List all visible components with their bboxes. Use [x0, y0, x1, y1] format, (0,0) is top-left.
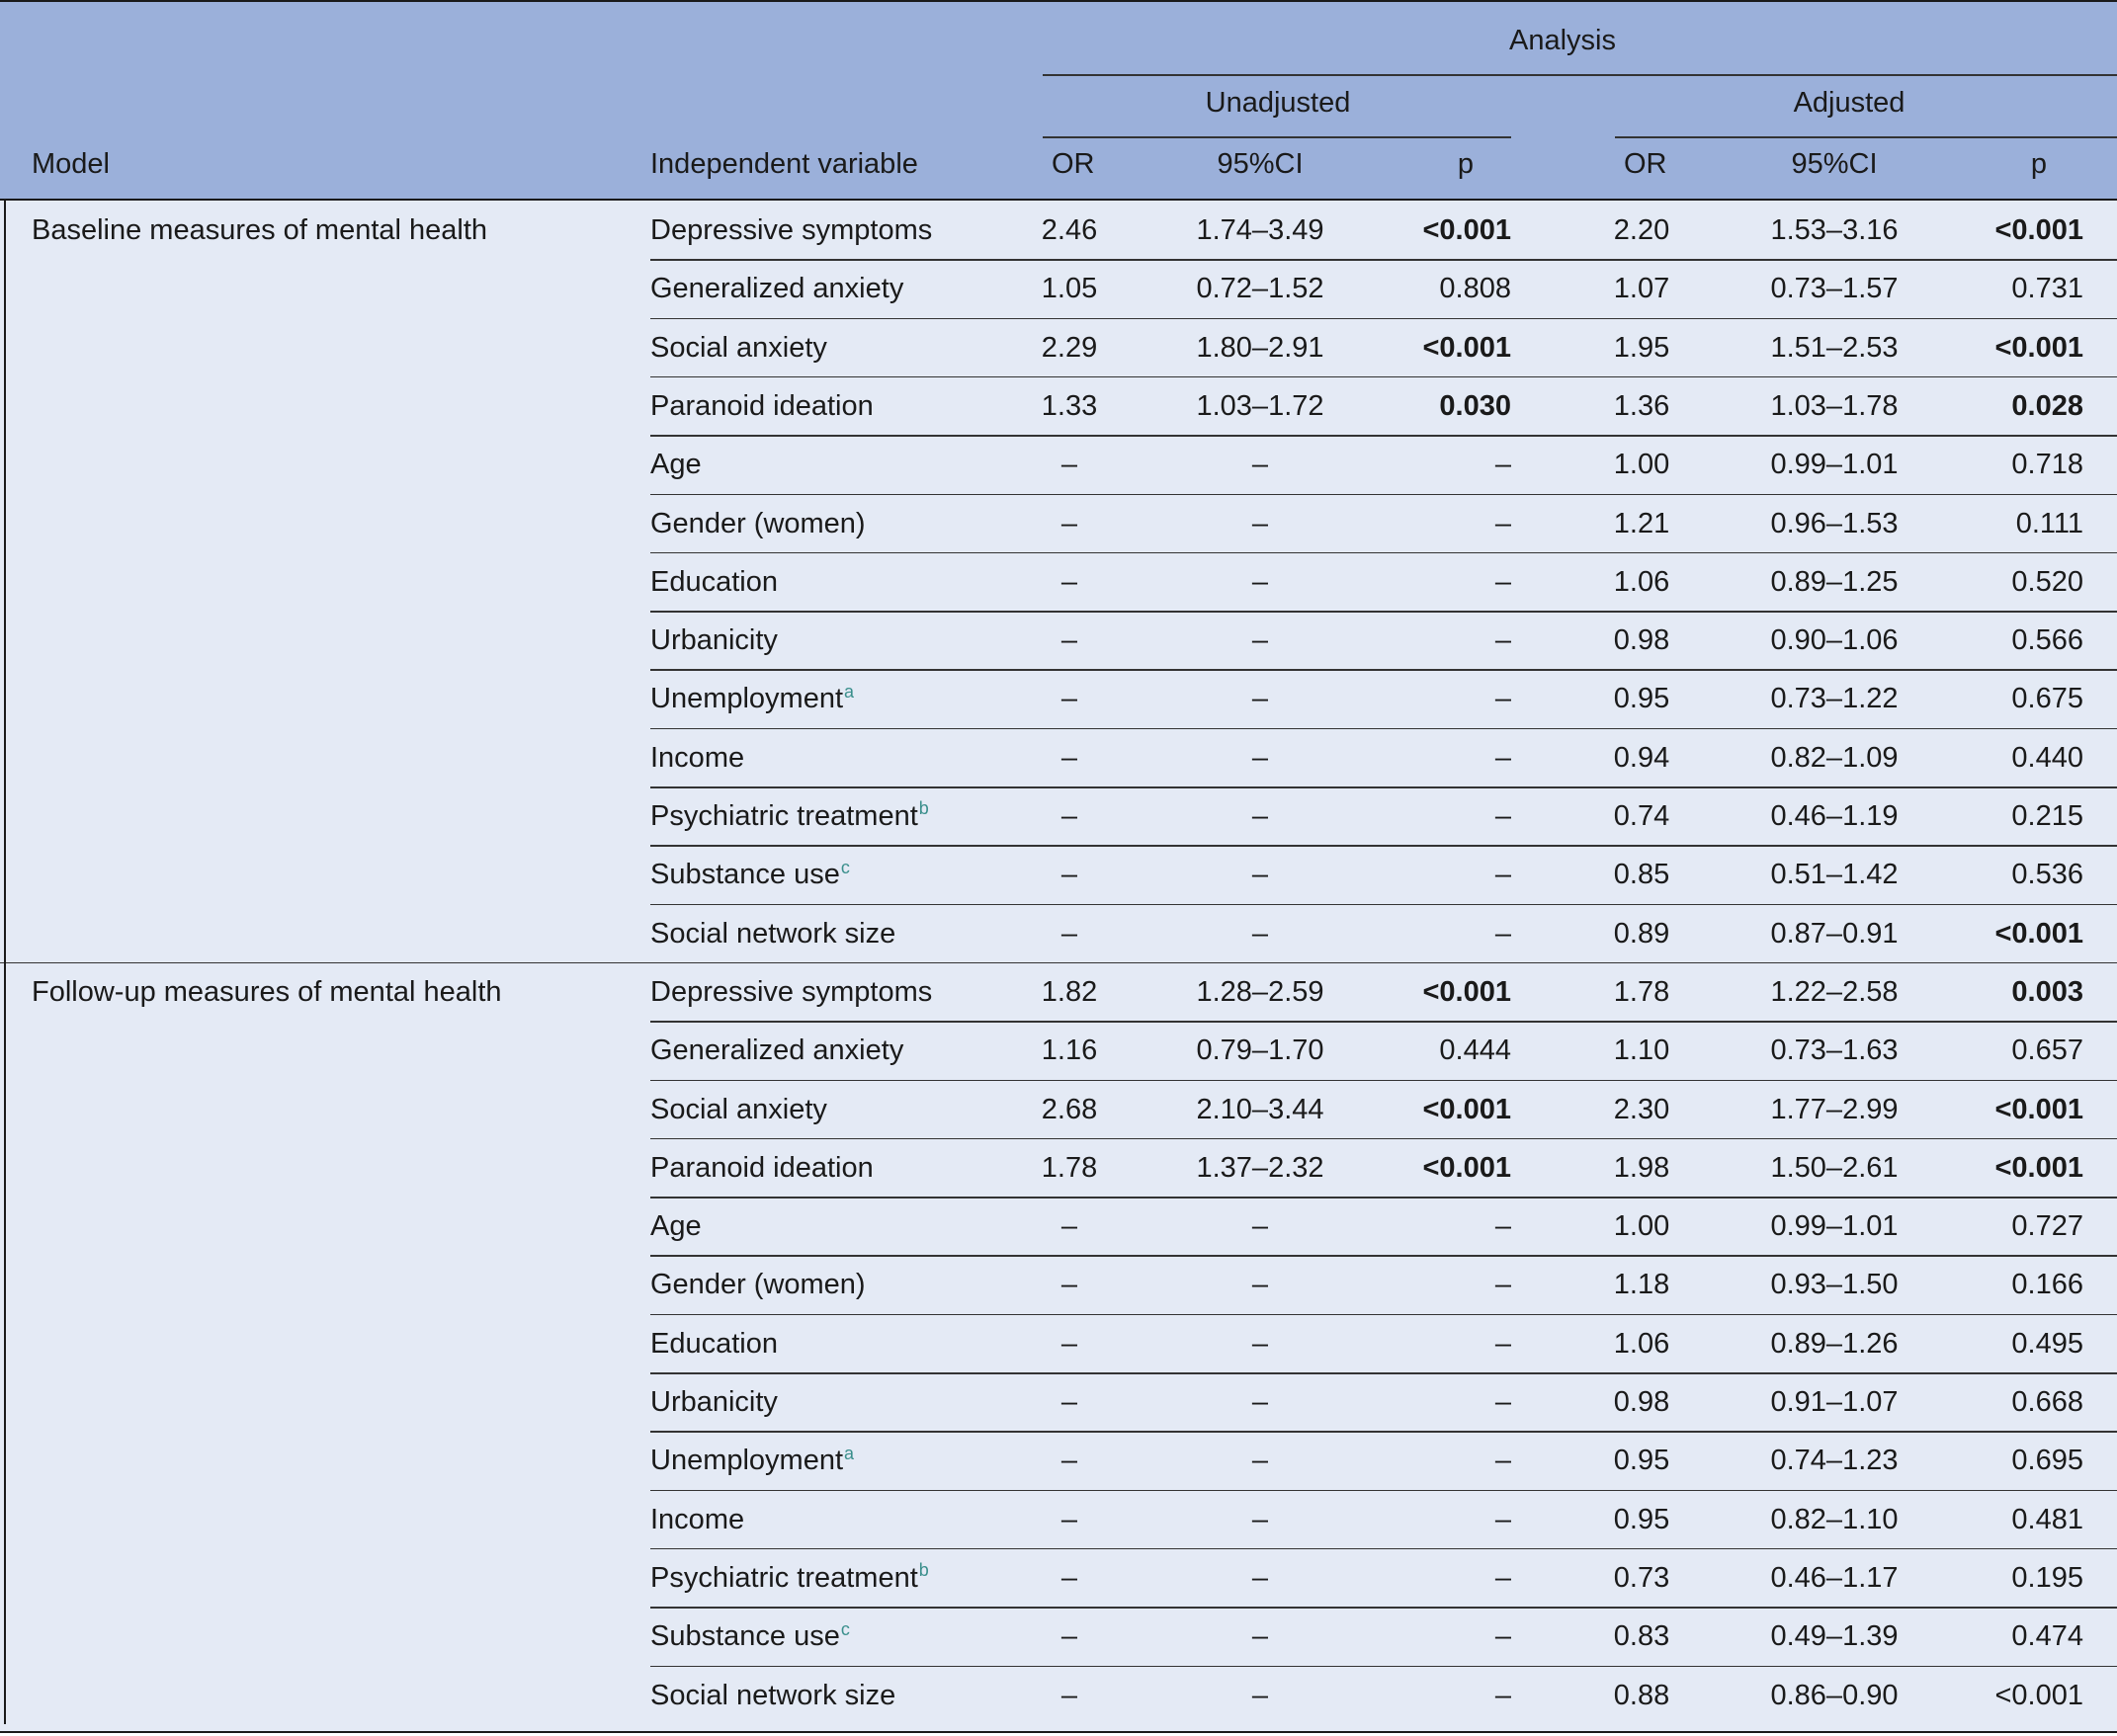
footnote-marker: b [918, 1560, 929, 1581]
row-divider [650, 1021, 2117, 1023]
unadjusted-or: – [1060, 683, 1078, 715]
row-divider [650, 786, 2117, 788]
adjusted-p: 0.668 [2011, 1386, 2083, 1418]
unadjusted-p: – [1494, 565, 1511, 598]
adjusted-ci: 0.89–1.26 [1770, 1327, 1899, 1360]
adjusted-ci: 0.74–1.23 [1770, 1445, 1899, 1477]
unadjusted-p: – [1494, 1386, 1511, 1418]
footnote-marker: b [918, 798, 929, 819]
unadjusted-or: – [1060, 1386, 1078, 1418]
unadjusted-ci: 1.03–1.72 [1196, 389, 1324, 422]
row-divider [650, 904, 2117, 906]
unadjusted-or: – [1060, 859, 1078, 891]
adjusted-p: 0.731 [2011, 273, 2083, 305]
unadjusted-or: – [1060, 1503, 1078, 1535]
adjusted-ci: 0.73–1.22 [1770, 683, 1899, 715]
row-divider [650, 494, 2117, 496]
adjusted-ci: 0.46–1.19 [1770, 800, 1899, 832]
row-divider [650, 1138, 2117, 1140]
adjusted-or: 2.20 [1613, 214, 1670, 246]
unadjusted-ci: – [1251, 449, 1269, 481]
adjusted-ci: 0.86–0.90 [1770, 1679, 1899, 1711]
unadjusted-ci: – [1251, 1386, 1269, 1418]
row-divider [650, 669, 2117, 671]
unadjusted-ci: – [1251, 1210, 1269, 1243]
adjusted-p: <0.001 [1994, 1093, 2083, 1125]
adjusted-ci: 0.99–1.01 [1770, 449, 1899, 481]
unadjusted-ci: – [1251, 1561, 1269, 1594]
unadjusted-or: – [1060, 800, 1078, 832]
unadjusted-p: <0.001 [1422, 975, 1511, 1008]
adjusted-or: 0.95 [1613, 1503, 1670, 1535]
adjusted-ci: 1.50–2.61 [1770, 1151, 1899, 1184]
adjusted-ci: 0.51–1.42 [1770, 859, 1899, 891]
footnote-marker: c [840, 857, 850, 877]
adjusted-or: 1.00 [1613, 1210, 1670, 1243]
unadjusted-p: – [1494, 1503, 1511, 1535]
unadjusted-underline [1043, 136, 1511, 138]
unadjusted-ci: – [1251, 859, 1269, 891]
adjusted-p: 0.566 [2011, 624, 2083, 657]
unadjusted-or: – [1060, 1679, 1078, 1711]
unadjusted-or: 2.29 [1041, 331, 1098, 364]
model-label: Baseline measures of mental health [32, 214, 488, 246]
variable-name: Urbanicity [650, 1386, 778, 1418]
adjusted-or: 0.98 [1613, 624, 1670, 657]
unadjusted-p: – [1494, 1445, 1511, 1477]
adjusted-or: 2.30 [1613, 1093, 1670, 1125]
adjusted-p: <0.001 [1994, 1679, 2083, 1711]
adjusted-ci: 0.90–1.06 [1770, 624, 1899, 657]
unadjusted-p: – [1494, 800, 1511, 832]
adjusted-ci: 0.73–1.63 [1770, 1034, 1899, 1067]
variable-name: Age [650, 1210, 702, 1243]
row-divider [650, 1314, 2117, 1316]
variable-name: Unemployment$^a$ [650, 1443, 855, 1477]
unadjusted-or: 1.78 [1041, 1151, 1098, 1184]
unadjusted-or: 2.46 [1041, 214, 1098, 246]
variable-name: Gender (women) [650, 1269, 866, 1301]
header-independent-variable: Independent variable [650, 148, 918, 180]
row-divider [650, 259, 2117, 261]
variable-name: Social anxiety [650, 331, 827, 364]
table-header [0, 0, 2117, 201]
unadjusted-ci: – [1251, 741, 1269, 774]
variable-name: Education [650, 565, 778, 598]
adjusted-p: 0.003 [2011, 975, 2083, 1008]
unadjusted-or: – [1060, 507, 1078, 539]
adjusted-p: 0.195 [2011, 1561, 2083, 1594]
unadjusted-p: – [1494, 1210, 1511, 1243]
variable-name: Income [650, 1503, 745, 1535]
row-divider [650, 435, 2117, 437]
unadjusted-ci: – [1251, 1269, 1269, 1301]
row-divider [650, 1372, 2117, 1374]
variable-name: Social network size [650, 917, 896, 950]
adjusted-or: 0.95 [1613, 1445, 1670, 1477]
unadjusted-or: – [1060, 1561, 1078, 1594]
unadjusted-ci: 1.80–2.91 [1196, 331, 1324, 364]
footnote-marker: c [840, 1618, 850, 1639]
unadjusted-p: 0.808 [1439, 273, 1511, 305]
unadjusted-or: – [1060, 624, 1078, 657]
adjusted-or: 1.78 [1613, 975, 1670, 1008]
unadjusted-ci: 0.79–1.70 [1196, 1034, 1324, 1067]
variable-name: Depressive symptoms [650, 214, 933, 246]
table-bottom-rule [0, 1731, 2117, 1733]
header-adjusted-p: p [2030, 148, 2048, 180]
row-divider [650, 1490, 2117, 1492]
adjusted-ci: 0.89–1.25 [1770, 565, 1899, 598]
adjusted-p: 0.536 [2011, 859, 2083, 891]
adjusted-ci: 1.53–3.16 [1770, 214, 1899, 246]
row-divider [650, 1197, 2117, 1199]
adjusted-or: 0.85 [1613, 859, 1670, 891]
unadjusted-ci: – [1251, 1327, 1269, 1360]
unadjusted-p: 0.030 [1439, 389, 1511, 422]
adjusted-or: 0.74 [1613, 800, 1670, 832]
variable-name: Substance use$^c$ [650, 857, 850, 891]
header-unadjusted-ci: 95%CI [1217, 148, 1304, 180]
adjusted-ci: 0.82–1.09 [1770, 741, 1899, 774]
variable-name: Substance use$^c$ [650, 1618, 850, 1653]
unadjusted-p: – [1494, 449, 1511, 481]
adjusted-p: 0.718 [2011, 449, 2083, 481]
row-divider [650, 552, 2117, 554]
unadjusted-or: – [1060, 917, 1078, 950]
unadjusted-or: – [1060, 565, 1078, 598]
unadjusted-p: – [1494, 624, 1511, 657]
adjusted-p: <0.001 [1994, 331, 2083, 364]
unadjusted-p: – [1494, 859, 1511, 891]
adjusted-ci: 1.51–2.53 [1770, 331, 1899, 364]
unadjusted-p: – [1494, 917, 1511, 950]
unadjusted-or: – [1060, 741, 1078, 774]
variable-name: Education [650, 1327, 778, 1360]
adjusted-or: 1.06 [1613, 565, 1670, 598]
unadjusted-ci: – [1251, 1503, 1269, 1535]
adjusted-or: 1.00 [1613, 449, 1670, 481]
variable-name: Generalized anxiety [650, 1034, 904, 1067]
header-adjusted-or: OR [1624, 148, 1667, 180]
header-adjusted: Adjusted [1793, 87, 1905, 119]
unadjusted-or: 2.68 [1041, 1093, 1098, 1125]
adjusted-or: 1.36 [1613, 389, 1670, 422]
variable-name: Urbanicity [650, 624, 778, 657]
unadjusted-ci: – [1251, 800, 1269, 832]
group-left-rule [4, 962, 6, 1724]
row-divider [650, 611, 2117, 613]
unadjusted-ci: 1.37–2.32 [1196, 1151, 1324, 1184]
row-divider [650, 1607, 2117, 1609]
analysis-underline [1043, 74, 2117, 76]
unadjusted-p: <0.001 [1422, 1093, 1511, 1125]
unadjusted-ci: – [1251, 1445, 1269, 1477]
unadjusted-ci: 2.10–3.44 [1196, 1093, 1324, 1125]
unadjusted-ci: 1.28–2.59 [1196, 975, 1324, 1008]
row-divider [650, 376, 2117, 378]
adjusted-p: <0.001 [1994, 1151, 2083, 1184]
header-unadjusted: Unadjusted [1205, 87, 1351, 119]
adjusted-or: 1.21 [1613, 507, 1670, 539]
adjusted-p: 0.695 [2011, 1445, 2083, 1477]
group-divider [0, 962, 2117, 964]
adjusted-or: 1.10 [1613, 1034, 1670, 1067]
variable-name: Paranoid ideation [650, 389, 874, 422]
group-left-rule [4, 201, 6, 962]
variable-name: Unemployment$^a$ [650, 681, 855, 715]
row-divider [650, 1080, 2117, 1082]
adjusted-p: 0.215 [2011, 800, 2083, 832]
unadjusted-or: – [1060, 1269, 1078, 1301]
unadjusted-p: – [1494, 1269, 1511, 1301]
adjusted-or: 1.06 [1613, 1327, 1670, 1360]
variable-name: Psychiatric treatment$^b$ [650, 1560, 929, 1594]
adjusted-or: 1.98 [1613, 1151, 1670, 1184]
variable-name: Psychiatric treatment$^b$ [650, 798, 929, 832]
unadjusted-ci: – [1251, 624, 1269, 657]
adjusted-underline [1615, 136, 2117, 138]
adjusted-p: 0.495 [2011, 1327, 2083, 1360]
unadjusted-ci: 1.74–3.49 [1196, 214, 1324, 246]
adjusted-p: 0.727 [2011, 1210, 2083, 1243]
model-label: Follow-up measures of mental health [32, 975, 502, 1008]
unadjusted-or: – [1060, 1327, 1078, 1360]
unadjusted-p: – [1494, 683, 1511, 715]
adjusted-ci: 0.91–1.07 [1770, 1386, 1899, 1418]
adjusted-or: 0.83 [1613, 1620, 1670, 1653]
unadjusted-p: – [1494, 741, 1511, 774]
adjusted-ci: 0.99–1.01 [1770, 1210, 1899, 1243]
adjusted-or: 0.89 [1613, 917, 1670, 950]
variable-name: Depressive symptoms [650, 975, 933, 1008]
adjusted-ci: 0.49–1.39 [1770, 1620, 1899, 1653]
unadjusted-or: – [1060, 449, 1078, 481]
adjusted-ci: 0.46–1.17 [1770, 1561, 1899, 1594]
unadjusted-p: – [1494, 1327, 1511, 1360]
unadjusted-or: – [1060, 1210, 1078, 1243]
adjusted-or: 0.98 [1613, 1386, 1670, 1418]
unadjusted-ci: 0.72–1.52 [1196, 273, 1324, 305]
variable-name: Age [650, 449, 702, 481]
unadjusted-or: – [1060, 1620, 1078, 1653]
unadjusted-p: – [1494, 1679, 1511, 1711]
adjusted-p: 0.028 [2011, 389, 2083, 422]
footnote-marker: a [844, 1443, 855, 1463]
row-divider [650, 1548, 2117, 1550]
header-analysis: Analysis [1509, 25, 1616, 56]
unadjusted-ci: – [1251, 565, 1269, 598]
adjusted-ci: 1.77–2.99 [1770, 1093, 1899, 1125]
variable-name: Paranoid ideation [650, 1151, 874, 1184]
variable-name: Social anxiety [650, 1093, 827, 1125]
row-divider [650, 728, 2117, 730]
variable-name: Social network size [650, 1679, 896, 1711]
adjusted-p: 0.474 [2011, 1620, 2083, 1653]
adjusted-ci: 0.93–1.50 [1770, 1269, 1899, 1301]
adjusted-p: 0.520 [2011, 565, 2083, 598]
footnote-marker: a [844, 681, 855, 702]
adjusted-or: 1.95 [1613, 331, 1670, 364]
unadjusted-or: 1.33 [1041, 389, 1098, 422]
row-divider [650, 1431, 2117, 1433]
row-divider [650, 318, 2117, 320]
adjusted-or: 0.95 [1613, 683, 1670, 715]
adjusted-ci: 1.22–2.58 [1770, 975, 1899, 1008]
adjusted-or: 0.88 [1613, 1679, 1670, 1711]
adjusted-or: 1.18 [1613, 1269, 1670, 1301]
unadjusted-p: 0.444 [1439, 1034, 1511, 1067]
adjusted-p: 0.481 [2011, 1503, 2083, 1535]
unadjusted-ci: – [1251, 1620, 1269, 1653]
adjusted-ci: 0.73–1.57 [1770, 273, 1899, 305]
adjusted-ci: 0.87–0.91 [1770, 917, 1899, 950]
adjusted-ci: 0.96–1.53 [1770, 507, 1899, 539]
unadjusted-ci: – [1251, 683, 1269, 715]
row-divider [650, 1255, 2117, 1257]
unadjusted-or: 1.82 [1041, 975, 1098, 1008]
unadjusted-p: <0.001 [1422, 331, 1511, 364]
adjusted-ci: 0.82–1.10 [1770, 1503, 1899, 1535]
adjusted-p: 0.166 [2011, 1269, 2083, 1301]
unadjusted-or: 1.16 [1041, 1034, 1098, 1067]
unadjusted-ci: – [1251, 507, 1269, 539]
unadjusted-p: <0.001 [1422, 214, 1511, 246]
header-model: Model [32, 148, 110, 180]
header-unadjusted-or: OR [1052, 148, 1095, 180]
unadjusted-p: <0.001 [1422, 1151, 1511, 1184]
adjusted-or: 0.94 [1613, 741, 1670, 774]
unadjusted-ci: – [1251, 1679, 1269, 1711]
unadjusted-p: – [1494, 1620, 1511, 1653]
adjusted-ci: 1.03–1.78 [1770, 389, 1899, 422]
adjusted-p: 0.657 [2011, 1034, 2083, 1067]
unadjusted-p: – [1494, 1561, 1511, 1594]
variable-name: Gender (women) [650, 507, 866, 539]
unadjusted-p: – [1494, 507, 1511, 539]
adjusted-p: 0.440 [2011, 741, 2083, 774]
header-unadjusted-p: p [1457, 148, 1475, 180]
adjusted-or: 0.73 [1613, 1561, 1670, 1594]
adjusted-p: 0.111 [2015, 507, 2083, 539]
adjusted-p: <0.001 [1994, 214, 2083, 246]
row-divider [650, 1666, 2117, 1668]
unadjusted-or: 1.05 [1041, 273, 1098, 305]
row-divider [650, 845, 2117, 847]
unadjusted-ci: – [1251, 917, 1269, 950]
adjusted-p: <0.001 [1994, 917, 2083, 950]
variable-name: Generalized anxiety [650, 273, 904, 305]
adjusted-or: 1.07 [1613, 273, 1670, 305]
header-adjusted-ci: 95%CI [1791, 148, 1878, 180]
adjusted-p: 0.675 [2011, 683, 2083, 715]
variable-name: Income [650, 741, 745, 774]
unadjusted-or: – [1060, 1445, 1078, 1477]
